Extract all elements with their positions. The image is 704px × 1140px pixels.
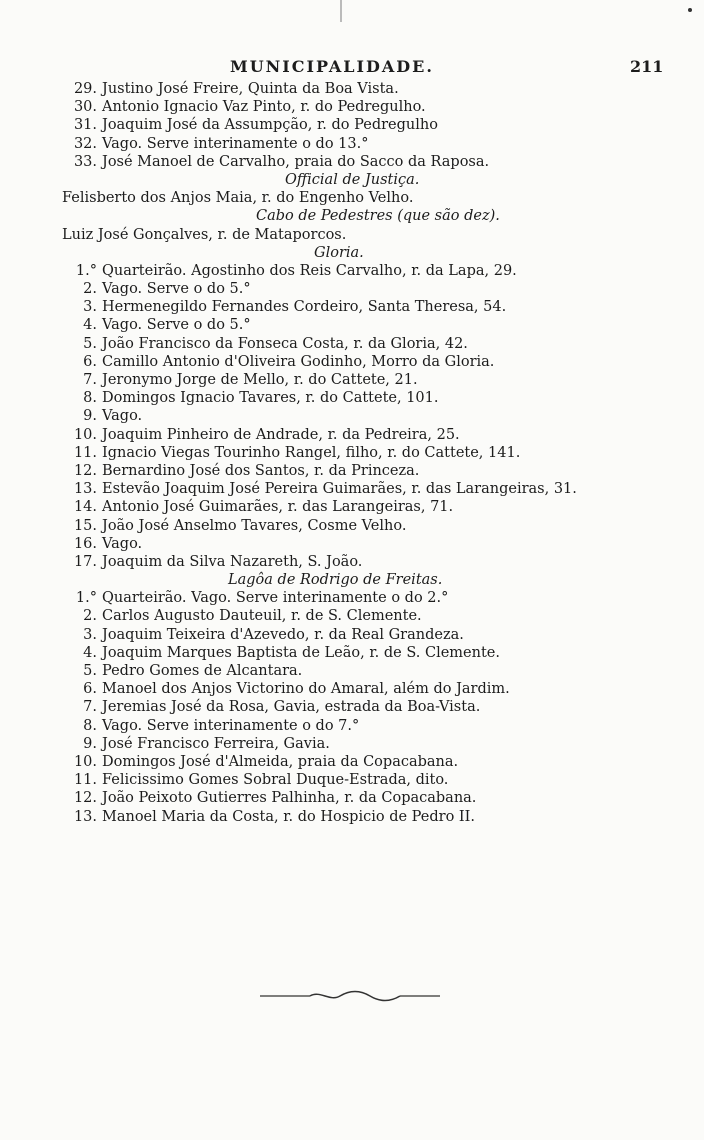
item-number: 5. [83,663,97,679]
item-text: Vago. [102,408,143,425]
list-continued [60,80,680,171]
item-number: 11. [73,444,97,461]
item-text: Pedro Gomes de Alcantara. [102,663,303,679]
scan-dot [688,8,692,12]
cabo-entry: Luiz José Gonçalves, r. de Mataporcos. [62,226,347,243]
list-item [60,444,680,462]
page-title: MUNICIPALIDADE. [230,57,434,76]
item-number: 13. [73,481,97,498]
item-number: 2. [83,281,97,298]
item-text: Felicissimo Gomes Sobral Duque-Estrada, dito. [102,772,449,789]
document-body [60,80,680,826]
list-item [60,698,680,716]
item-text: Quarteirão. Vago. Serve interinamente o do 2.° [102,590,449,607]
page-number: 211 [630,57,664,76]
item-text: Joaquim Teixeira d'Azevedo, r. da Real Grandeza. [102,626,464,643]
item-text: Justino José Freire, Quinta da Boa Vista. [102,81,399,97]
list-item [60,589,680,607]
item-number: 15. [73,517,97,534]
item-number: 12. [73,462,97,479]
item-text: Carlos Augusto Dauteuil, r. de S. Clemente. [102,608,422,625]
section-heading-gloria: Gloria. [314,244,364,261]
item-text: Domingos Ignacio Tavares, r. do Cattete, 101. [102,390,439,407]
item-text: José Francisco Ferreira, Gavia. [102,735,330,752]
item-text: Joaquim Pinheiro de Andrade, r. da Pedreira, 25. [102,426,460,443]
list-item [60,335,680,353]
list-item [60,298,680,316]
list-item [60,371,680,389]
list-item [60,116,680,134]
ornament-divider [260,989,440,1003]
item-text: Bernardino José dos Santos, r. da Princeza. [102,462,420,479]
list-lagoa [60,589,680,825]
item-number: 6. [83,353,97,370]
item-text: Joaquim José da Assumpção, r. do Pedregulho [102,117,438,134]
list-item [60,407,680,425]
item-number: 30. [73,99,97,116]
item-number: 13. [73,808,97,825]
list-item [60,808,680,826]
item-number: 6. [83,681,97,698]
list-item [60,553,680,571]
list-item [60,480,680,498]
section-heading-cabo: Cabo de Pedestres (que são dez). [256,208,500,225]
scan-mark [340,0,342,22]
item-number: 9. [83,735,97,752]
item-text: Jeremias José da Rosa, Gavia, estrada da Boa-Vista. [102,699,481,716]
item-number: 9. [83,408,97,425]
item-number: 17. [73,553,97,570]
item-text: Joaquim da Silva Nazareth, S. João. [102,553,363,570]
list-item [60,644,680,662]
list-item [60,262,680,280]
list-item [60,771,680,789]
official-entry: Felisberto dos Anjos Maia, r. do Engenho Velho. [62,190,414,207]
list-item [60,135,680,153]
item-text: Camillo Antonio d'Oliveira Godinho, Morro da Gloria. [102,353,495,370]
item-text: Quarteirão. Agostinho dos Reis Carvalho, r. da Lapa, 29. [102,262,517,279]
item-number: 3. [83,626,97,643]
list-item [60,98,680,116]
list-item [60,426,680,444]
item-number: 31. [73,117,97,134]
item-text: João Peixoto Gutierres Palhinha, r. da Copacabana. [102,790,477,807]
item-number: 29. [73,81,97,97]
item-number: 14. [73,499,97,516]
list-item [60,535,680,553]
item-text: Ignacio Viegas Tourinho Rangel, filho, r. do Cattete, 141. [102,444,521,461]
item-text: Vago. Serve interinamente o do 13.° [102,135,369,152]
list-item [60,153,680,171]
list-item [60,316,680,334]
list-item [60,680,680,698]
item-number: 8. [83,717,97,734]
item-text: Hermenegildo Fernandes Cordeiro, Santa Theresa, 54. [102,299,507,316]
item-number: 7. [83,372,97,388]
item-text: Joaquim Marques Baptista de Leão, r. de S. Clemente. [102,644,500,661]
item-number: 7. [83,699,97,716]
item-text: João José Anselmo Tavares, Cosme Velho. [102,517,407,534]
list-item [60,662,680,680]
list-gloria [60,262,680,571]
item-number: 5. [83,335,97,352]
item-text: Vago. Serve interinamente o do 7.° [102,717,360,734]
item-text: João Francisco da Fonseca Costa, r. da Gloria, 42. [102,335,468,352]
item-text: Vago. [102,535,143,552]
list-item [60,753,680,771]
item-text: Manoel dos Anjos Victorino do Amaral, além do Jardim. [102,681,510,698]
list-item [60,498,680,516]
item-text: José Manoel de Carvalho, praia do Sacco da Raposa. [102,153,490,170]
item-number: 2. [83,608,97,625]
item-number: 32. [73,135,97,152]
list-item [60,717,680,735]
item-number: 33. [73,153,97,170]
list-item [60,280,680,298]
item-number: 1.° [75,590,97,607]
item-number: 8. [83,390,97,407]
item-number: 11. [73,772,97,789]
item-number: 12. [73,790,97,807]
list-item [60,389,680,407]
section-heading-official: Official de Justiça. [285,171,420,188]
item-text: Estevão Joaquim José Pereira Guimarães, r. das Larangeiras, 31. [102,481,577,498]
item-text: Domingos José d'Almeida, praia da Copacabana. [102,753,459,770]
list-item [60,80,680,98]
item-number: 16. [73,535,97,552]
item-number: 10. [73,753,97,770]
item-text: Antonio Ignacio Vaz Pinto, r. do Pedregulho. [102,99,426,116]
item-text: Antonio José Guimarães, r. das Larangeiras, 71. [102,499,454,516]
item-text: Jeronymo Jorge de Mello, r. do Cattete, 21. [102,372,418,388]
item-number: 3. [83,299,97,316]
item-text: Vago. Serve o do 5.° [102,317,251,334]
list-item [60,353,680,371]
item-number: 4. [83,644,97,661]
list-item [60,462,680,480]
item-number: 10. [73,426,97,443]
list-item [60,626,680,644]
running-header [0,57,704,79]
item-number: 4. [83,317,97,334]
section-heading-lagoa: Lagôa de Rodrigo de Freitas. [228,572,443,589]
item-number: 1.° [75,262,97,279]
list-item [60,607,680,625]
item-text: Manoel Maria da Costa, r. do Hospicio de Pedro II. [102,808,475,825]
list-item [60,735,680,753]
list-item [60,789,680,807]
list-item [60,517,680,535]
item-text: Vago. Serve o do 5.° [102,281,251,298]
